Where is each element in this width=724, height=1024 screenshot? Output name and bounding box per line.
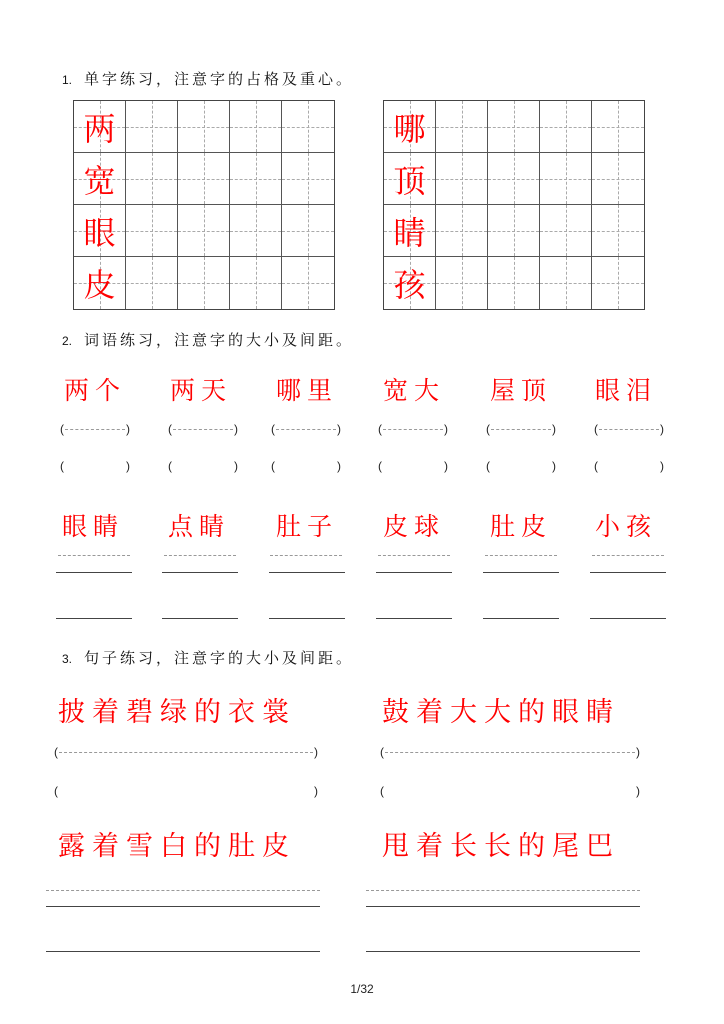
model-char: 皮 xyxy=(83,266,116,304)
paren-open: ( xyxy=(271,459,275,473)
paren-open: ( xyxy=(271,422,275,436)
paren-close: ) xyxy=(337,459,341,473)
grid-cell[interactable] xyxy=(384,205,436,257)
dotted-guide xyxy=(59,752,313,753)
model-sentence: 披着碧绿的衣裳 xyxy=(58,697,296,728)
grid-cell[interactable] xyxy=(126,153,178,205)
paren-open: ( xyxy=(378,422,382,436)
grid-cell[interactable] xyxy=(436,257,488,309)
paren-close: ) xyxy=(552,459,556,473)
grid-cell[interactable] xyxy=(178,153,230,205)
grid-cell[interactable] xyxy=(592,205,644,257)
section-title: 句子练习，注意字的大小及间距。 xyxy=(84,649,355,667)
grid-cell[interactable] xyxy=(178,101,230,153)
paren-close: ) xyxy=(126,459,130,473)
writing-line[interactable] xyxy=(162,618,238,619)
paren-close: ) xyxy=(234,422,238,436)
answer-paren-dotted[interactable] xyxy=(378,422,448,436)
dotted-guide xyxy=(385,752,635,753)
answer-paren-blank[interactable] xyxy=(380,784,640,798)
answer-paren-dotted[interactable] xyxy=(54,745,318,759)
dotted-guide-line xyxy=(46,890,320,891)
paren-open: ( xyxy=(594,422,598,436)
answer-paren-blank[interactable] xyxy=(378,459,448,473)
grid-cell[interactable] xyxy=(592,257,644,309)
answer-paren-blank[interactable] xyxy=(594,459,664,473)
grid-cell[interactable] xyxy=(282,101,334,153)
model-word: 眼泪 xyxy=(595,376,658,405)
dotted-guide-line xyxy=(378,555,450,556)
grid-cell[interactable] xyxy=(230,101,282,153)
model-char: 两 xyxy=(83,109,116,148)
grid-cell[interactable] xyxy=(540,205,592,257)
model-char: 孩 xyxy=(393,266,426,304)
dotted-guide-line xyxy=(592,555,664,556)
paren-open: ( xyxy=(54,745,58,759)
tianzige-grid-left xyxy=(73,100,335,310)
writing-line[interactable] xyxy=(483,618,559,619)
paren-close: ) xyxy=(234,459,238,473)
model-char: 眼 xyxy=(83,213,116,252)
paren-close: ) xyxy=(444,422,448,436)
paren-open: ( xyxy=(486,422,490,436)
grid-cell[interactable] xyxy=(74,153,126,205)
grid-cell[interactable] xyxy=(540,153,592,205)
paren-open: ( xyxy=(486,459,490,473)
writing-line[interactable] xyxy=(56,572,132,573)
grid-cell[interactable] xyxy=(74,101,126,153)
writing-line[interactable] xyxy=(162,572,238,573)
grid-cell[interactable] xyxy=(436,101,488,153)
dotted-guide-line xyxy=(366,890,640,891)
dotted-guide xyxy=(173,429,233,430)
dotted-guide xyxy=(383,429,443,430)
paren-open: ( xyxy=(380,784,384,798)
grid-cell[interactable] xyxy=(540,101,592,153)
grid-cell[interactable] xyxy=(230,205,282,257)
section-1-heading xyxy=(62,68,354,89)
dotted-guide xyxy=(491,429,551,430)
paren-open: ( xyxy=(60,422,64,436)
answer-paren-blank[interactable] xyxy=(54,784,318,798)
model-word: 两天 xyxy=(170,376,233,405)
model-word: 眼睛 xyxy=(62,512,125,541)
answer-paren-dotted[interactable] xyxy=(271,422,341,436)
answer-paren-blank[interactable] xyxy=(168,459,238,473)
grid-cell[interactable] xyxy=(74,257,126,309)
model-char: 顶 xyxy=(393,161,426,200)
paren-open: ( xyxy=(168,459,172,473)
paren-close: ) xyxy=(314,745,318,759)
tianzige-grid-right xyxy=(383,100,645,310)
model-word: 点睛 xyxy=(168,512,231,541)
model-word: 屋顶 xyxy=(490,376,553,405)
grid-cell[interactable] xyxy=(384,101,436,153)
grid-cell[interactable] xyxy=(178,257,230,309)
writing-line[interactable] xyxy=(269,618,345,619)
dotted-guide xyxy=(276,429,336,430)
paren-open: ( xyxy=(380,745,384,759)
writing-line[interactable] xyxy=(376,572,452,573)
grid-cell[interactable] xyxy=(592,101,644,153)
dotted-guide xyxy=(65,429,125,430)
grid-cell[interactable] xyxy=(488,153,540,205)
section-number: 3. xyxy=(62,652,73,666)
model-char: 睛 xyxy=(393,213,426,252)
model-sentence: 鼓着大大的眼睛 xyxy=(382,697,620,728)
writing-line[interactable] xyxy=(590,572,666,573)
answer-paren-blank[interactable] xyxy=(271,459,341,473)
paren-open: ( xyxy=(54,784,58,798)
dotted-guide xyxy=(599,429,659,430)
writing-line[interactable] xyxy=(366,951,640,952)
paren-close: ) xyxy=(337,422,341,436)
writing-line[interactable] xyxy=(56,618,132,619)
paren-close: ) xyxy=(660,459,664,473)
grid-cell[interactable] xyxy=(74,205,126,257)
dotted-guide-line xyxy=(270,555,342,556)
dotted-guide-line xyxy=(164,555,236,556)
dotted-guide-line xyxy=(58,555,130,556)
grid-cell[interactable] xyxy=(384,257,436,309)
model-char: 哪 xyxy=(393,109,426,148)
writing-line[interactable] xyxy=(376,618,452,619)
page-number: 1/32 xyxy=(350,982,374,996)
dotted-guide-line xyxy=(485,555,557,556)
section-3-heading xyxy=(62,647,354,668)
model-word: 哪里 xyxy=(276,376,339,405)
answer-paren-dotted[interactable] xyxy=(380,745,640,759)
answer-paren-blank[interactable] xyxy=(486,459,556,473)
answer-paren-dotted[interactable] xyxy=(168,422,238,436)
writing-line[interactable] xyxy=(483,572,559,573)
writing-line[interactable] xyxy=(590,618,666,619)
grid-cell[interactable] xyxy=(488,205,540,257)
model-sentence: 露着雪白的肚皮 xyxy=(58,831,296,862)
section-number: 1. xyxy=(62,73,73,87)
grid-cell[interactable] xyxy=(488,101,540,153)
writing-line[interactable] xyxy=(46,906,320,907)
grid-cell[interactable] xyxy=(282,153,334,205)
grid-cell[interactable] xyxy=(282,205,334,257)
section-title: 单字练习，注意字的占格及重心。 xyxy=(84,70,355,88)
model-word: 肚子 xyxy=(276,512,339,541)
grid-cell[interactable] xyxy=(230,257,282,309)
grid-cell[interactable] xyxy=(592,153,644,205)
model-word: 小孩 xyxy=(595,512,658,541)
grid-cell[interactable] xyxy=(126,101,178,153)
paren-open: ( xyxy=(378,459,382,473)
paren-open: ( xyxy=(594,459,598,473)
model-word: 宽大 xyxy=(383,376,446,405)
writing-line[interactable] xyxy=(366,906,640,907)
grid-cell[interactable] xyxy=(436,205,488,257)
paren-close: ) xyxy=(636,784,640,798)
section-title: 词语练习，注意字的大小及间距。 xyxy=(84,331,355,349)
paren-open: ( xyxy=(168,422,172,436)
paren-close: ) xyxy=(636,745,640,759)
model-sentence: 甩着长长的尾巴 xyxy=(382,831,620,862)
paren-close: ) xyxy=(126,422,130,436)
model-char: 宽 xyxy=(83,161,116,200)
section-2-heading xyxy=(62,329,354,350)
paren-close: ) xyxy=(444,459,448,473)
model-word: 皮球 xyxy=(383,512,446,541)
grid-cell[interactable] xyxy=(436,153,488,205)
paren-open: ( xyxy=(60,459,64,473)
paren-close: ) xyxy=(552,422,556,436)
grid-cell[interactable] xyxy=(488,257,540,309)
paren-close: ) xyxy=(660,422,664,436)
answer-paren-dotted[interactable] xyxy=(594,422,664,436)
answer-paren-blank[interactable] xyxy=(60,459,130,473)
grid-cell[interactable] xyxy=(126,205,178,257)
paren-close: ) xyxy=(314,784,318,798)
section-number: 2. xyxy=(62,334,73,348)
grid-cell[interactable] xyxy=(540,257,592,309)
model-word: 肚皮 xyxy=(490,512,553,541)
grid-cell[interactable] xyxy=(178,205,230,257)
grid-cell[interactable] xyxy=(384,153,436,205)
grid-cell[interactable] xyxy=(230,153,282,205)
answer-paren-dotted[interactable] xyxy=(60,422,130,436)
writing-line[interactable] xyxy=(46,951,320,952)
grid-cell[interactable] xyxy=(282,257,334,309)
writing-line[interactable] xyxy=(269,572,345,573)
answer-paren-dotted[interactable] xyxy=(486,422,556,436)
model-word: 两个 xyxy=(64,376,127,405)
grid-cell[interactable] xyxy=(126,257,178,309)
